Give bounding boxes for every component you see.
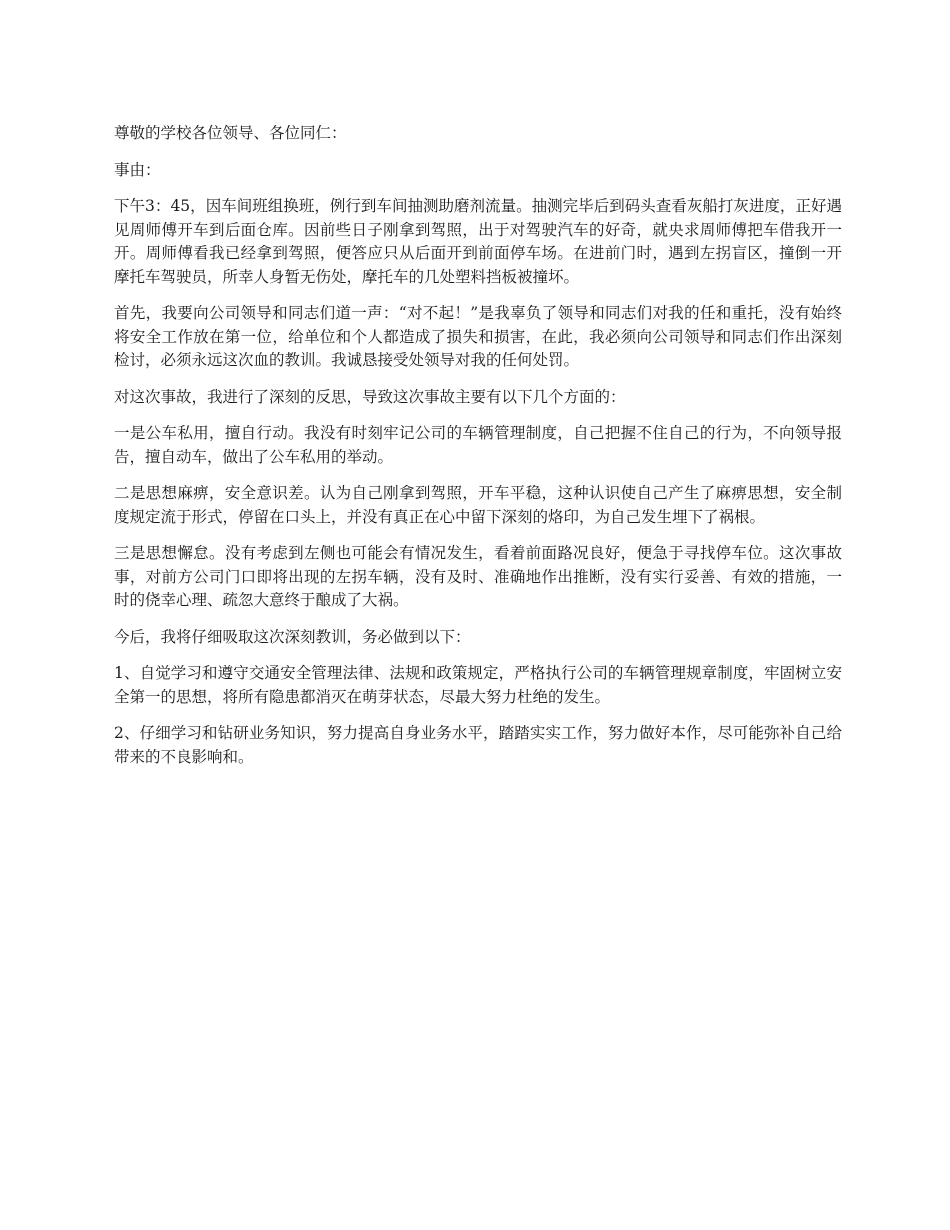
- incident-paragraph: 下午3：45，因车间班组换班，例行到车间抽测助磨剂流量。抽测完毕后到码头查看灰船打灰进度，正好遇见周师傅开车到后面仓库。因前些日子刚拿到驾照，出于对驾驶汽车的好奇，就央求周师傅把车借我开一开。周师傅看我已经拿到驾照，便答应只从后面开到前面停车场。在进前门时，遇到左拐盲区，撞倒一开摩托车驾驶员，所幸人身暂无伤处，摩托车的几处塑料挡板被撞坏。: [114, 197, 842, 286]
- commitment-item-2: 2、仔细学习和钻研业务知识，努力提高自身业务水平，踏踏实实工作，努力做好本作，尽可能弥补自己给带来的不良影响和。: [114, 724, 842, 766]
- reason-heading: 事由：: [114, 160, 161, 179]
- reflection-point-2: 二是思想麻痹，安全意识差。认为自己刚拿到驾照，开车平稳，这种认识使自己产生了麻痹思想，安全制度规定流于形式，停留在口头上，并没有真正在心中留下深刻的烙印，为自己发生埋下了祸根。: [114, 484, 842, 526]
- salutation: 尊敬的学校各位领导、各位同仁：: [114, 124, 347, 142]
- commitment-intro: 今后，我将仔细吸取这次深刻教训，务必做到以下：: [114, 627, 471, 646]
- reflection-intro: 对这次事故，我进行了深刻的反思，导致这次事故主要有以下几个方面的：: [114, 387, 626, 406]
- apology-paragraph: 首先，我要向公司领导和同志们道一声：“对不起！”是我辜负了领导和同志们对我的任和重托，没有始终将安全工作放在第一位，给单位和个人都造成了损失和损害，在此，我必须向公司领导和同志们作出深刻检讨，必须永远这次血的教训。我诚恳接受处领导对我的任何处罚。: [114, 304, 842, 369]
- document-page: [114, 122, 842, 782]
- reflection-point-1: 一是公车私用，擅自行动。我没有时刻牢记公司的车辆管理制度，自己把握不住自己的行为，不向领导报告，擅自动车，做出了公车私用的举动。: [114, 424, 842, 466]
- reflection-point-3: 三是思想懈怠。没有考虑到左侧也可能会有情况发生，看着前面路况良好，便急于寻找停车位。这次事故事，对前方公司门口即将出现的左拐车辆，没有及时、准确地作出推断，没有实行妥善、有效的措施，一时的侥幸心理、疏忽大意终于酿成了大祸。: [114, 544, 842, 609]
- commitment-item-1: 1、自觉学习和遵守交通安全管理法律、法规和政策规定，严格执行公司的车辆管理规章制度，牢固树立安全第一的思想，将所有隐患都消灭在萌芽状态，尽最大努力杜绝的发生。: [114, 664, 842, 706]
